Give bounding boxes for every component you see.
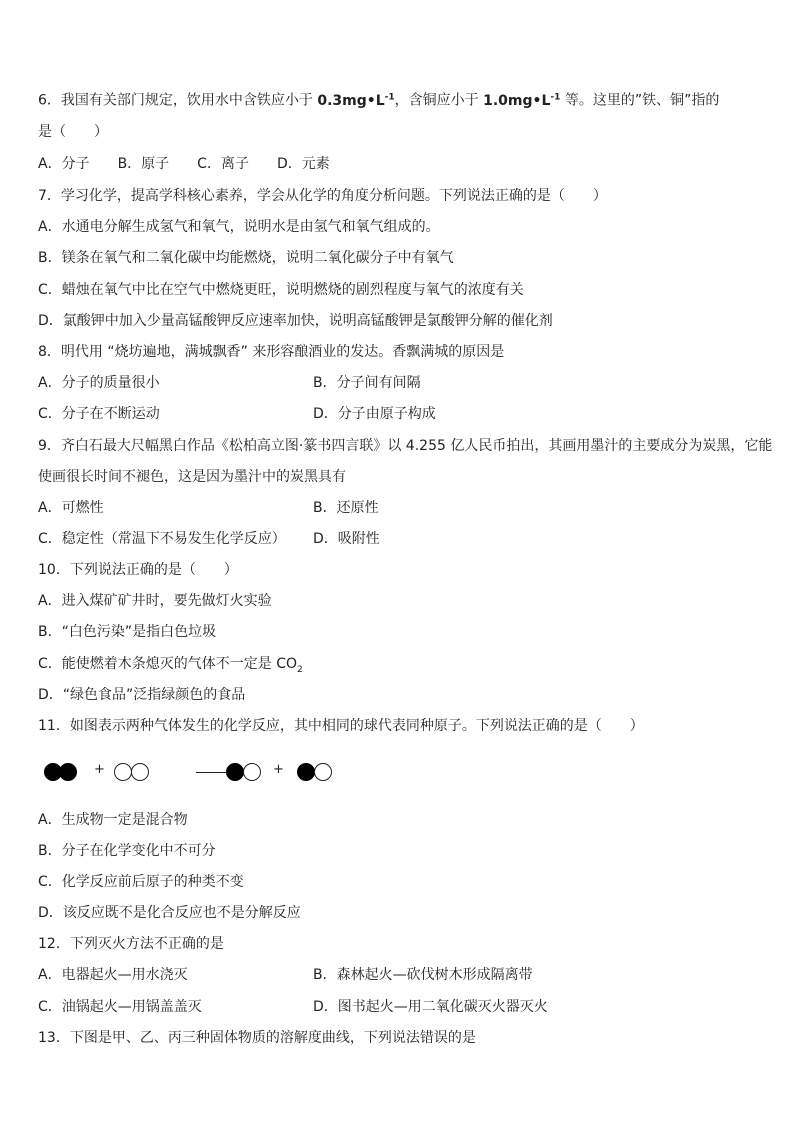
- plus-sign: +: [273, 762, 284, 777]
- reaction-diagram: [40, 760, 340, 786]
- q7-stem: 7．学习化学，提高学科核心素养，学会从化学的角度分析问题。下列说法正确的是（ ）: [38, 188, 607, 204]
- q6-unit-copper: 1.0mg•L: [483, 92, 551, 109]
- q13-stem: 13．下图是甲、乙、丙三种固体物质的溶解度曲线，下列说法错误的是: [38, 1030, 476, 1046]
- q6-options: A．分子 B．原子 C．离子 D．元素: [38, 156, 330, 172]
- q8-options-row1: [38, 373, 758, 393]
- q9-option-b: B．还原性: [313, 500, 379, 516]
- q10-option-c-subscript: 2: [297, 664, 303, 675]
- q6-sup-iron: -1: [384, 92, 395, 102]
- q6-stem-line2: 是（ ）: [38, 124, 108, 140]
- white-atom: [131, 763, 149, 781]
- q8-option-a: A．分子的质量很小: [38, 375, 160, 391]
- q11-option-b: B．分子在化学变化中不可分: [38, 843, 216, 859]
- white-atom: [314, 763, 332, 781]
- q7-option-a: A．水通电分解生成氢气和氧气，说明水是由氢气和氧气组成的。: [38, 219, 440, 235]
- q7-option-c: C．蜡烛在氧气中比在空气中燃烧更旺，说明燃烧的剧烈程度与氧气的浓度有关: [38, 282, 524, 298]
- q12-stem: 12．下列灭火方法不正确的是: [38, 936, 224, 952]
- q12-option-c: C．油锅起火—用锅盖盖灭: [38, 999, 202, 1015]
- black-atom: [59, 763, 77, 781]
- q11-option-a: A．生成物一定是混合物: [38, 812, 188, 828]
- q11-stem: 11．如图表示两种气体发生的化学反应，其中相同的球代表同种原子。下列说法正确的是（ ）: [38, 718, 644, 734]
- black-atom: [297, 763, 315, 781]
- q9-stem-line2: 使画很长时间不褪色，这是因为墨汁中的炭黑具有: [38, 469, 346, 485]
- black-atom: [226, 763, 244, 781]
- q6-text-b: ，含铜应小于: [394, 92, 484, 109]
- q12-option-d: D．图书起火—用二氧化碳灭火器灭火: [313, 999, 548, 1015]
- q10-option-d: D．“绿色食品”泛指绿颜色的食品: [38, 687, 246, 703]
- q8-option-d: D．分子由原子构成: [313, 406, 436, 422]
- q9-option-c: C．稳定性（常温下不易发生化学反应）: [38, 531, 286, 547]
- q10-stem: 10．下列说法正确的是（ ）: [38, 562, 238, 578]
- q10-option-a: A．进入煤矿矿井时，要先做灯火实验: [38, 593, 272, 609]
- q6-text-c: 等。这里的”铁、铜”指的: [560, 92, 720, 109]
- q6-sup-copper: -1: [550, 92, 561, 102]
- q11-option-c: C．化学反应前后原子的种类不变: [38, 874, 244, 890]
- q8-options-row2: [38, 404, 758, 424]
- q8-option-c: C．分子在不断运动: [38, 406, 160, 422]
- q6-stem-line1: [38, 87, 719, 111]
- white-atom: [243, 763, 261, 781]
- q6-text-a: 6．我国有关部门规定，饮用水中含铁应小于: [38, 92, 318, 109]
- q11-option-d: D．该反应既不是化合反应也不是分解反应: [38, 905, 301, 921]
- q8-option-b: B．分子间有间隔: [313, 375, 421, 391]
- q12-options-row2: [38, 997, 758, 1017]
- q6-unit-iron: 0.3mg•L: [317, 92, 385, 109]
- q10-option-c: [38, 654, 303, 680]
- q7-option-d: D．氯酸钾中加入少量高锰酸钾反应速率加快，说明高锰酸钾是氯酸钾分解的催化剂: [38, 313, 553, 329]
- plus-sign: +: [94, 762, 105, 777]
- q7-option-b: B．镁条在氧气和二氧化碳中均能燃烧，说明二氧化碳分子中有氧气: [38, 250, 454, 266]
- q9-options-row2: [38, 529, 758, 549]
- q9-options-row1: [38, 498, 758, 518]
- q9-option-a: A．可燃性: [38, 500, 104, 516]
- q8-stem: 8．明代用 “烧坊遍地，满城飘香” 来形容酿酒业的发达。香飘满城的原因是: [38, 344, 505, 360]
- q10-option-b: B．“白色污染”是指白色垃圾: [38, 624, 217, 640]
- q10-option-c-text: C．能使燃着木条熄灭的气体不一定是 CO: [38, 656, 298, 672]
- q12-option-b: B．森林起火—砍伐树木形成隔离带: [313, 967, 533, 983]
- q9-stem-line1: 9．齐白石最大尺幅黑白作品《松柏高立图·篆书四言联》以 4.255 亿人民币拍出，其画用墨汁的主要成分为炭黑，它能: [38, 438, 773, 454]
- q12-option-a: A．电器起火—用水浇灭: [38, 967, 188, 983]
- white-atom: [114, 763, 132, 781]
- q9-option-d: D．吸附性: [313, 531, 380, 547]
- q12-options-row1: [38, 965, 758, 985]
